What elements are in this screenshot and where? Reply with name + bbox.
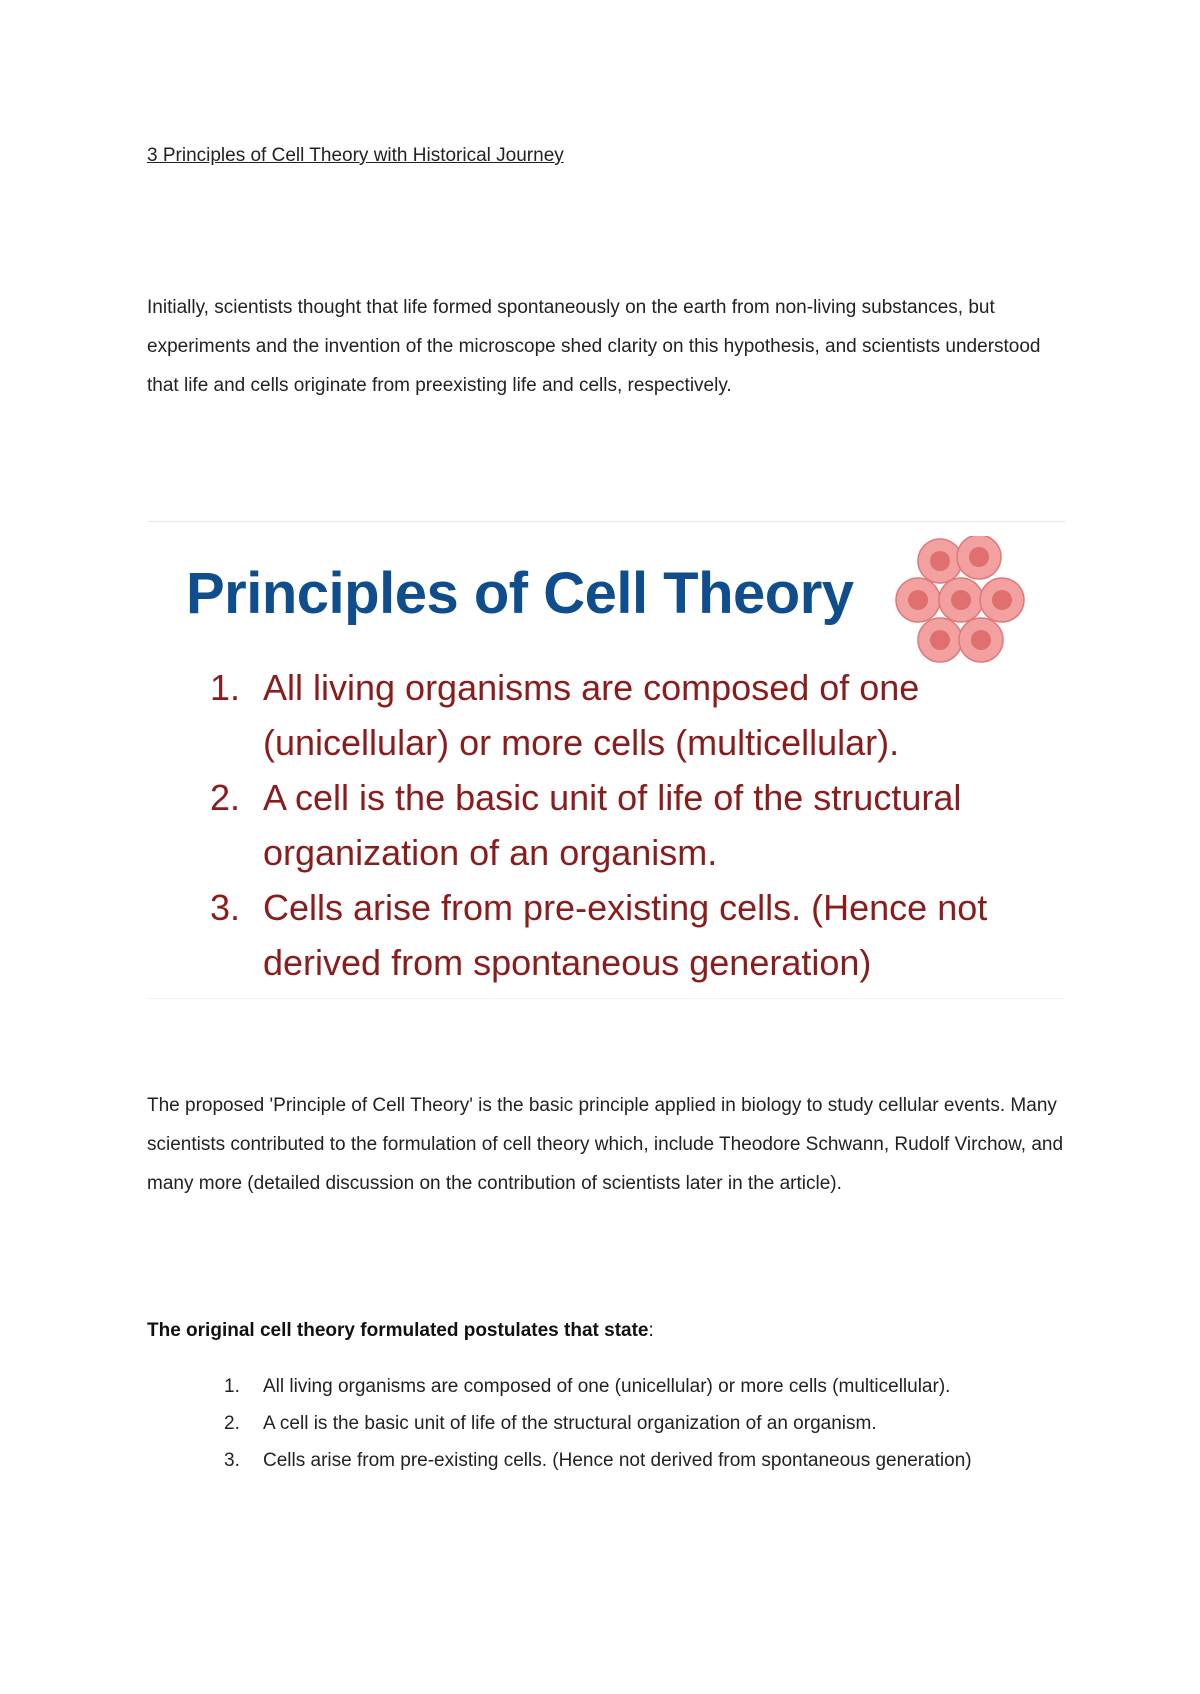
body-paragraph: The proposed 'Principle of Cell Theory' is the basic principle applied in biology to study cellular events. Many scientists contributed to the formulation of cell theory which, include Theodore Schwann, Rudolf Virchow, and many more (detailed discussion on the contribution of scientists later in the article). — [147, 1095, 1064, 1194]
cell-nucleus — [930, 630, 950, 650]
cell-nucleus — [971, 630, 991, 650]
figure-principle-item — [210, 880, 1050, 990]
postulate-item — [147, 1405, 1027, 1442]
cell-cluster-icon — [893, 536, 1038, 666]
cell-theory-figure — [148, 521, 1065, 999]
figure-principle-text: A cell is the basic unit of life of the structural organization of an organism. — [263, 777, 962, 873]
figure-principle-item — [210, 770, 1050, 880]
figure-principle-text: All living organisms are composed of one (unicellular) or more cells (multicellular). — [263, 667, 920, 763]
figure-title: Principles of Cell Theory — [186, 561, 854, 626]
cell-nucleus — [930, 551, 950, 571]
intro-paragraph: Initially, scientists thought that life formed spontaneously on the earth from non-living substances, but experiments and the invention of the microscope shed clarity on this hypothesis, and scientists understood that life and cells originate from preexisting life and cells, respectively. — [147, 297, 1041, 396]
figure-principle-number: 2. — [210, 777, 241, 818]
figure-principle-item — [210, 660, 1050, 770]
cell-nucleus — [908, 590, 928, 610]
figure-principle-text: Cells arise from pre-existing cells. (Hence not derived from spontaneous generation) — [263, 887, 988, 983]
postulate-number: 3. — [224, 1450, 240, 1471]
postulate-text: All living organisms are composed of one (unicellular) or more cells (multicellular). — [263, 1376, 951, 1397]
document-title: 3 Principles of Cell Theory with Historical Journey — [147, 145, 564, 166]
figure-principle-number: 3. — [210, 887, 241, 928]
cell-nucleus — [992, 590, 1012, 610]
postulate-number: 2. — [224, 1413, 240, 1434]
postulates-heading-colon: : — [648, 1320, 654, 1341]
postulates-heading — [147, 1320, 654, 1342]
cell-nucleus — [969, 547, 989, 567]
figure-principle-number: 1. — [210, 667, 241, 708]
postulate-text: A cell is the basic unit of life of the structural organization of an organism. — [263, 1413, 877, 1434]
postulate-item — [147, 1442, 1027, 1479]
cell-nucleus — [951, 590, 971, 610]
postulate-item — [147, 1368, 1027, 1405]
postulates-list — [147, 1368, 1027, 1479]
figure-principles-list — [210, 660, 1050, 990]
postulate-text: Cells arise from pre-existing cells. (Hence not derived from spontaneous generation) — [263, 1450, 972, 1471]
postulates-heading-text: The original cell theory formulated postulates that state — [147, 1320, 649, 1341]
postulate-number: 1. — [224, 1376, 240, 1397]
